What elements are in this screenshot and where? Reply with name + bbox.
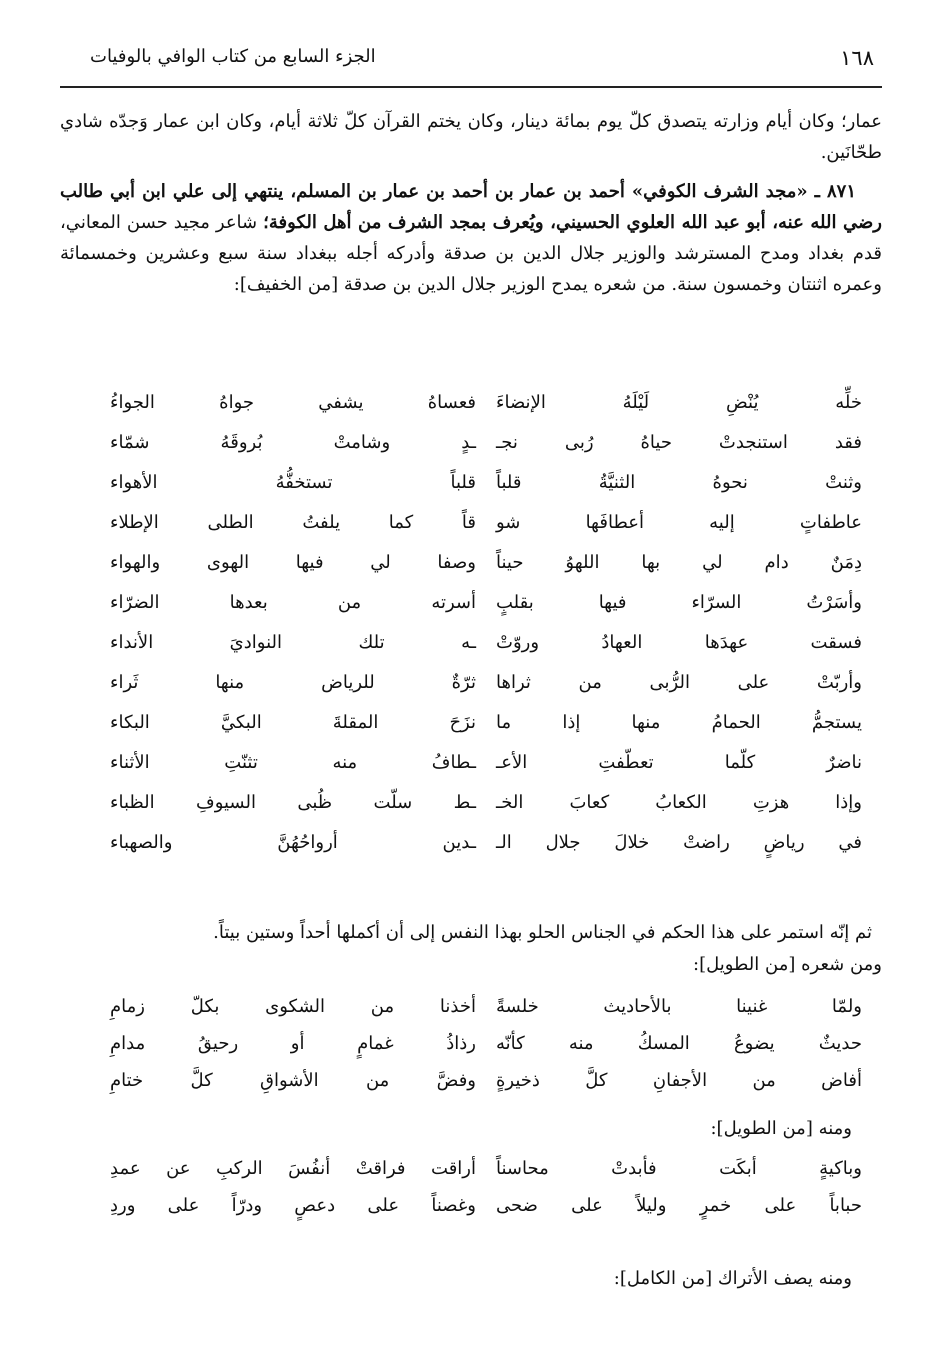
poem-1 xyxy=(100,382,872,862)
first-hemistich: أفاض من الأجفانِ كلَّ ذخيرةٍ xyxy=(496,1070,862,1091)
page-number: ١٦٨ xyxy=(840,46,874,70)
second-hemistich: نزَحَ المقلةَ البكيَّ البكاء xyxy=(110,711,476,733)
verse-line xyxy=(100,1062,872,1099)
second-hemistich: ـطافُ منه تثنّتِ الأثناء xyxy=(110,751,476,773)
second-hemistich: ـط سلّت ظُبى السيوفِ الظباء xyxy=(110,791,476,813)
entry-text: شاعر مجيد حسن المعاني، قدم بغداد ومدح المسترشد والوزير جلال الدين بن صدقة وأدركه أجله ببغداد سنة سبع وعشرين وخمسمائة وعمره اثنتان وخمسون سنة. من شعره يمدح الوزير جلال الدين بن صدقة [من الخفيف]: xyxy=(60,212,882,295)
second-hemistich: ثرّةٌ للرياض منها ثَراء xyxy=(110,671,476,693)
first-hemistich: في رياضٍ راضتْ خلالَ جلال الـ xyxy=(496,831,862,853)
poem-intro: ومنه [من الطويل]: xyxy=(710,1118,852,1139)
verse-line xyxy=(100,822,872,862)
second-hemistich: وغصناً على دعصٍ ودرّاً على وردِ xyxy=(110,1195,476,1216)
first-hemistich: يستجمُّ الحمامُ منها إذا ما xyxy=(496,711,862,733)
second-hemistich: أسرته من بعدها الضرّاء xyxy=(110,591,476,613)
first-hemistich: وأسَرْتُ السرّاء فيها بقلبٍ xyxy=(496,591,862,613)
paragraph: عمار؛ وكان أيام وزارته يتصدق كلّ يوم بمائة دينار، وكان يختم القرآن كلّ ثلاثة أيام، وكان ابن عمار وَجدّه شادي طحّانَين. xyxy=(60,111,882,163)
first-hemistich: عاطفاتٍ إليه أعطافَها شو xyxy=(496,511,862,533)
verse-line xyxy=(100,782,872,822)
first-hemistich: فقد استنجدتْ حياهُ رُبى نجـ xyxy=(496,431,862,453)
poem-intro: ومن شعره [من الطويل]: xyxy=(693,954,882,975)
second-hemistich: فعساهُ يشفي جواهُ الجواءُ xyxy=(110,391,476,413)
first-hemistich: دِمَنٌ دام لي بها اللهوُ حيناً xyxy=(496,551,862,573)
poem-intro: ومنه يصف الأتراك [من الكامل]: xyxy=(613,1268,852,1289)
verse-line xyxy=(100,622,872,662)
first-hemistich: ناضرٌ كلّما تعطّفتِ الأعـ xyxy=(496,751,862,773)
poem-3 xyxy=(100,1150,872,1224)
verse-line xyxy=(100,542,872,582)
verse-line xyxy=(100,1025,872,1062)
verse-line xyxy=(100,662,872,702)
poem-remark: ثم إنّه استمر على هذا الحكم في الجناس الحلو بهذا النفس إلى أن أكملها أحداً وستين بيتاً. xyxy=(213,922,872,943)
second-hemistich: ـدين أرواحُهُنَّ والصهباء xyxy=(110,831,476,853)
first-hemistich: وأربّتْ على الرُّبى من ثراها xyxy=(496,671,862,693)
prose-block xyxy=(60,106,882,300)
second-hemistich: وصفا لي فيها الهوى والهواء xyxy=(110,551,476,573)
second-hemistich: وفضَّ من الأشواقِ كلَّ ختامِ xyxy=(110,1070,476,1091)
entry-paragraph xyxy=(60,176,882,300)
page-header xyxy=(60,42,882,88)
first-hemistich: ولمّا غنينا بالأحاديث خلسةً xyxy=(496,996,862,1017)
verse-line xyxy=(100,502,872,542)
first-hemistich: خلِّه يُنْضِ لَيْلَهُ الإنضاءَ xyxy=(496,391,862,413)
verse-line xyxy=(100,702,872,742)
verse-line xyxy=(100,382,872,422)
verse-line xyxy=(100,582,872,622)
verse-line xyxy=(100,422,872,462)
entry-heading: ٨٧١ ـ «مجد الشرف الكوفي» أحمد بن عمار بن أحمد بن عمار بن المسلم، ينتهي إلى علي ابن أبي طالب رضي الله عنه، أبو عبد الله العلوي الحسيني، ويُعرف بمجد الشرف من أهل الكوفة؛ xyxy=(60,181,882,233)
first-hemistich: وإذا هزتِ الكعابُ كعابَ الخـ xyxy=(496,791,862,813)
verse-line xyxy=(100,462,872,502)
second-hemistich: ـه تلك النواديَ الأنداء xyxy=(110,631,476,653)
verse-line xyxy=(100,1150,872,1187)
verse-line xyxy=(100,1187,872,1224)
second-hemistich: أراقت فراقتْ أنفُسَ الركبِ عن عمدِ xyxy=(110,1158,476,1179)
second-hemistich: قلباً تستخفُّهُ الأهواء xyxy=(110,471,476,493)
poem-2 xyxy=(100,988,872,1099)
verse-line xyxy=(100,742,872,782)
first-hemistich: فسقت عهدَها العهادُ وروّتْ xyxy=(496,631,862,653)
first-hemistich: حديثٌ يضوعُ المسكُ منه كأنّه xyxy=(496,1033,862,1054)
first-hemistich: وثنتْ نحوهُ الثنيَّةُ قلباً xyxy=(496,471,862,493)
first-hemistich: وباكيةٍ أبكَت فأبدتْ محاسناً xyxy=(496,1158,862,1179)
running-title: الجزء السابع من كتاب الوافي بالوفيات xyxy=(90,46,376,67)
verse-line xyxy=(100,988,872,1025)
second-hemistich: قاً كما يلفتُ الطلى الإطلاء xyxy=(110,511,476,533)
second-hemistich: أخذنا من الشكوى بكلّ زمامِ xyxy=(110,996,476,1017)
first-hemistich: حباباً على خمرٍ وليلاً على ضحى xyxy=(496,1195,862,1216)
second-hemistich: ـدٍ وشامتْ بُروقَهُ شمّاء xyxy=(110,431,476,453)
second-hemistich: رذاذُ غمامٍ أو رحيقُ مدامِ xyxy=(110,1033,476,1054)
